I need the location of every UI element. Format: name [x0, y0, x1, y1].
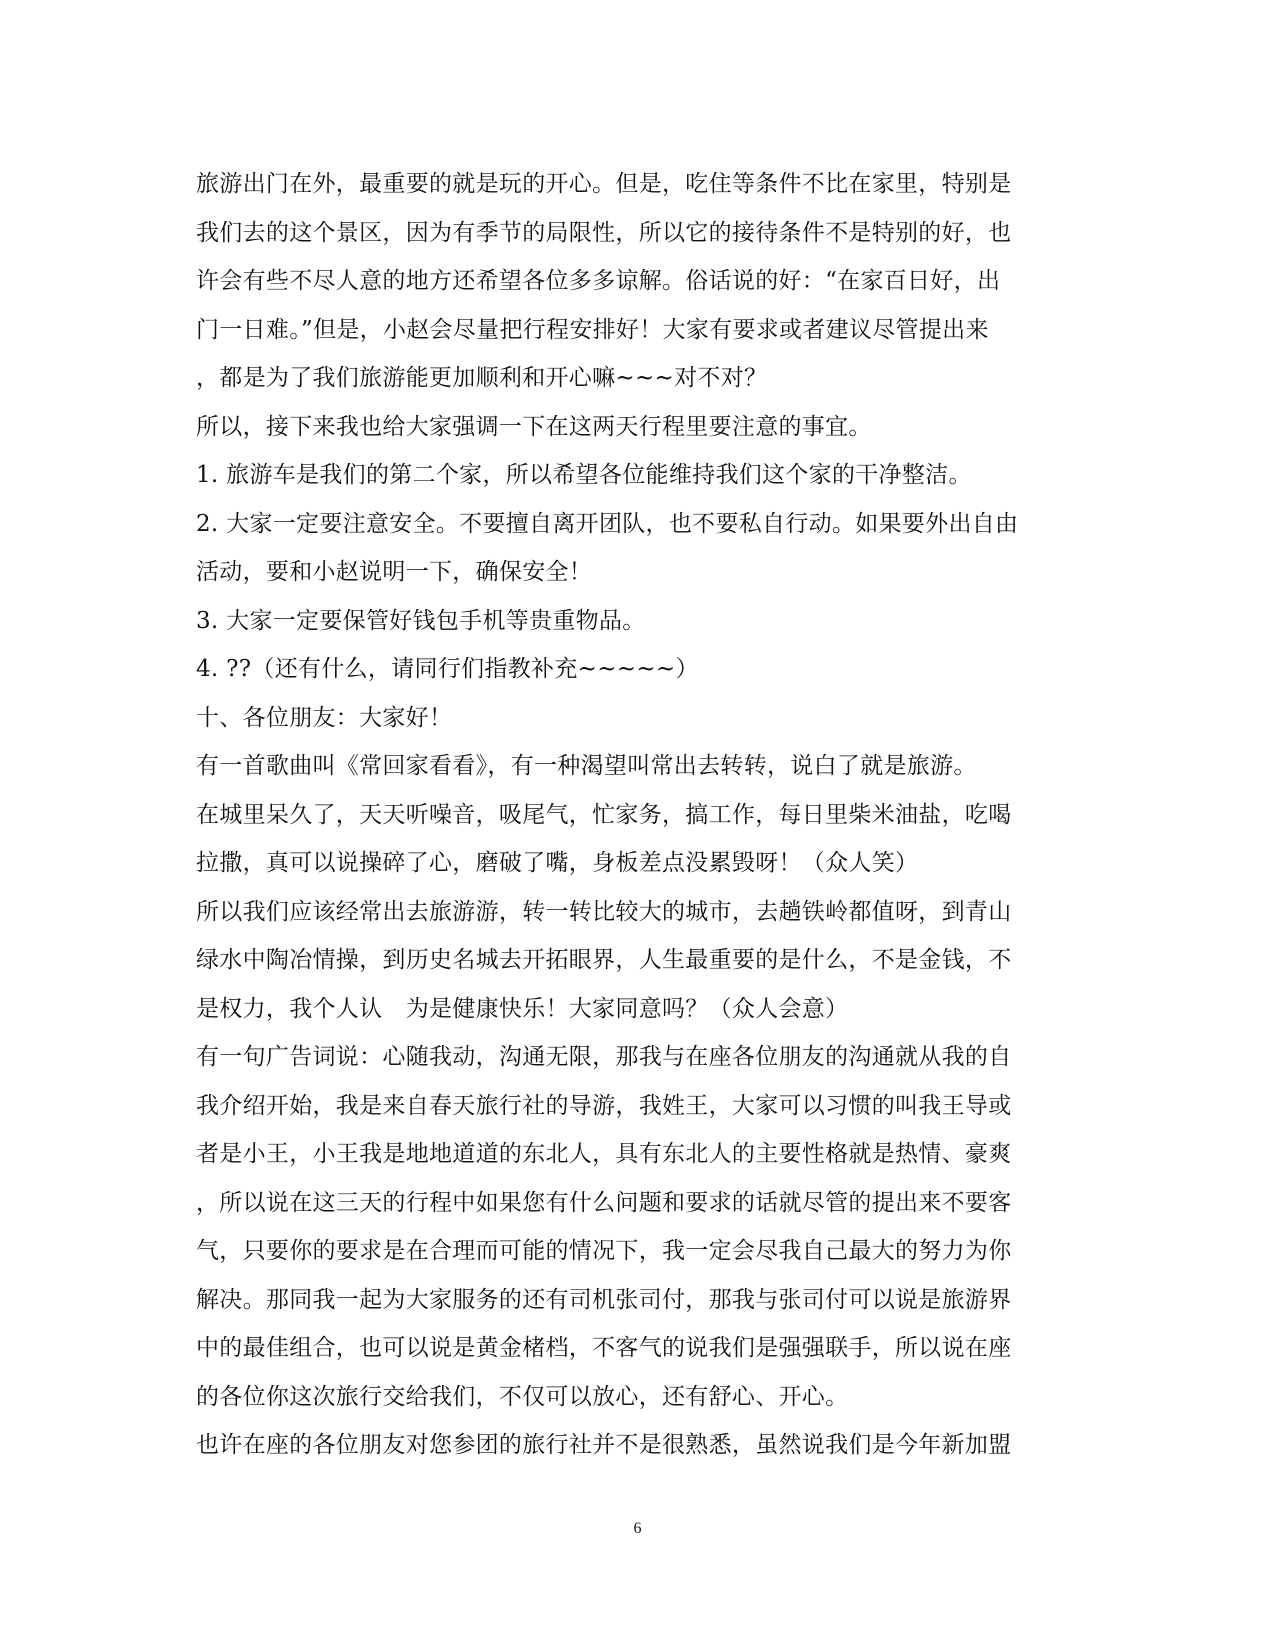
list-item: 4. ??（还有什么，请同行们指教补充~~~~~）	[196, 656, 699, 682]
text-line: 解决。那同我一起为大家服务的还有司机张司付，那我与张司付可以说是旅游界	[196, 1286, 1012, 1313]
text-line: 的各位你这次旅行交给我们，不仅可以放心，还有舒心、开心。	[196, 1383, 849, 1410]
text-line: 是权力，我个人认 为是健康快乐！大家同意吗？（众人会意）	[196, 995, 849, 1022]
text-line: ，都是为了我们旅游能更加顺利和开心嘛~~~对不对？	[196, 365, 768, 391]
text-line: 有一句广告词说：心随我动，沟通无限，那我与在座各位朋友的沟通就从我的自	[196, 1044, 1012, 1070]
page-number: 6	[633, 1520, 642, 1537]
text-line: 也许在座的各位朋友对您参团的旅行社并不是很熟悉，虽然说我们是今年新加盟	[196, 1432, 1012, 1458]
list-item: 2. 大家一定要注意安全。不要擅自离开团队，也不要私自行动。如果要外出自由	[196, 510, 1019, 537]
text-line: 在城里呆久了，天天听噪音，吸尾气，忙家务，搞工作，每日里柴米油盐，吃喝	[196, 801, 1012, 828]
text-line: 我介绍开始，我是来自春天旅行社的导游，我姓王，大家可以习惯的叫我王导或	[196, 1092, 1012, 1119]
text-line: 绿水中陶冶情操，到历史名城去开拓眼界，人生最重要的是什么，不是金钱，不	[196, 947, 1012, 973]
text-line: ，所以说在这三天的行程中如果您有什么问题和要求的话就尽管的提出来不要客	[196, 1189, 1012, 1216]
list-item: 1. 旅游车是我们的第二个家，所以希望各位能维持我们这个家的干净整洁。	[196, 462, 972, 488]
text-line: 我们去的这个景区，因为有季节的局限性，所以它的接待条件不是特别的好，也	[196, 219, 1012, 246]
text-line: 拉撒，真可以说操碎了心，磨破了嘴，身板差点没累毁呀！（众人笑）	[196, 850, 919, 876]
text-line: 者是小王，小王我是地地道道的东北人，具有东北人的主要性格就是热情、豪爽	[196, 1141, 1012, 1167]
text-line: 许会有些不尽人意的地方还希望各位多多谅解。俗话说的好：“在家百日好，出	[196, 268, 1001, 294]
list-item: 3. 大家一定要保管好钱包手机等贵重物品。	[196, 607, 646, 634]
text-line: 活动，要和小赵说明一下，确保安全！	[196, 559, 593, 585]
text-line: 门一日难。”但是，小赵会尽量把行程安排好！大家有要求或者建议尽管提出来	[196, 316, 989, 343]
text-line: 旅游出门在外，最重要的就是玩的开心。但是，吃住等条件不比在家里，特别是	[196, 171, 1012, 197]
text-line: 所以，接下来我也给大家强调一下在这两天行程里要注意的事宜。	[196, 413, 872, 440]
body-text	[196, 160, 1086, 1470]
text-line: 气，只要你的要求是在合理而可能的情况下，我一定会尽我自己最大的努力为你	[196, 1238, 1012, 1264]
text-line: 所以我们应该经常出去旅游游，转一转比较大的城市，去趟铁岭都值呀，到青山	[196, 898, 1012, 925]
text-line: 有一首歌曲叫《常回家看看》，有一种渴望叫常出去转转，说白了就是旅游。	[196, 753, 977, 779]
section-heading: 十、各位朋友：大家好！	[196, 704, 453, 731]
text-line: 中的最佳组合，也可以说是黄金楮档，不客气的说我们是强强联手，所以说在座	[196, 1335, 1012, 1361]
